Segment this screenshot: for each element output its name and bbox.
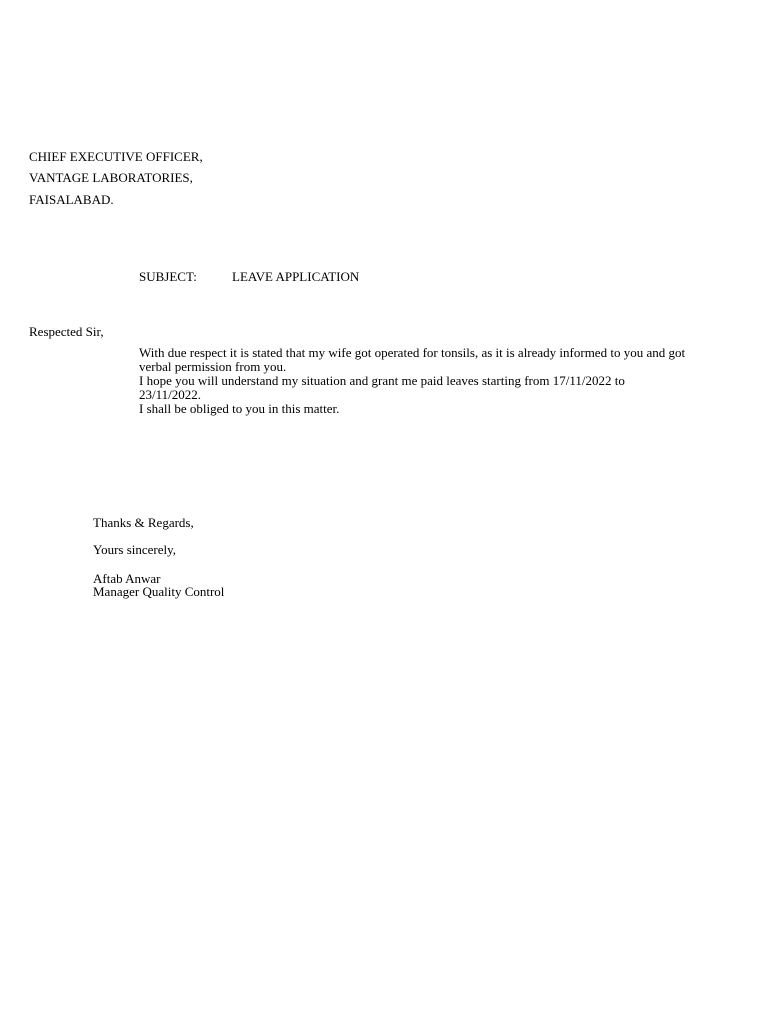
letter-body [139, 346, 699, 416]
signature-title: Manager Quality Control [93, 584, 225, 599]
body-paragraph-3: I shall be obliged to you in this matter. [139, 401, 340, 416]
subject-label: SUBJECT: [139, 269, 197, 284]
recipient-city: FAISALABAD. [29, 192, 114, 207]
body-paragraph-2: I hope you will understand my situation and grant me paid leaves starting from 17/11/2022 to 23/11/2022. [139, 373, 625, 402]
subject-value: LEAVE APPLICATION [232, 269, 360, 284]
closing-regards: Thanks & Regards, [93, 515, 194, 530]
signature-name: Aftab Anwar [93, 571, 161, 586]
salutation: Respected Sir, [29, 324, 104, 339]
closing-sincerely: Yours sincerely, [93, 542, 177, 557]
body-paragraph-1: With due respect it is stated that my wife got operated for tonsils, as it is already informed to you and got verbal permission from you. [139, 345, 686, 374]
recipient-title: CHIEF EXECUTIVE OFFICER, [29, 149, 203, 164]
recipient-organization: VANTAGE LABORATORIES, [29, 170, 193, 185]
